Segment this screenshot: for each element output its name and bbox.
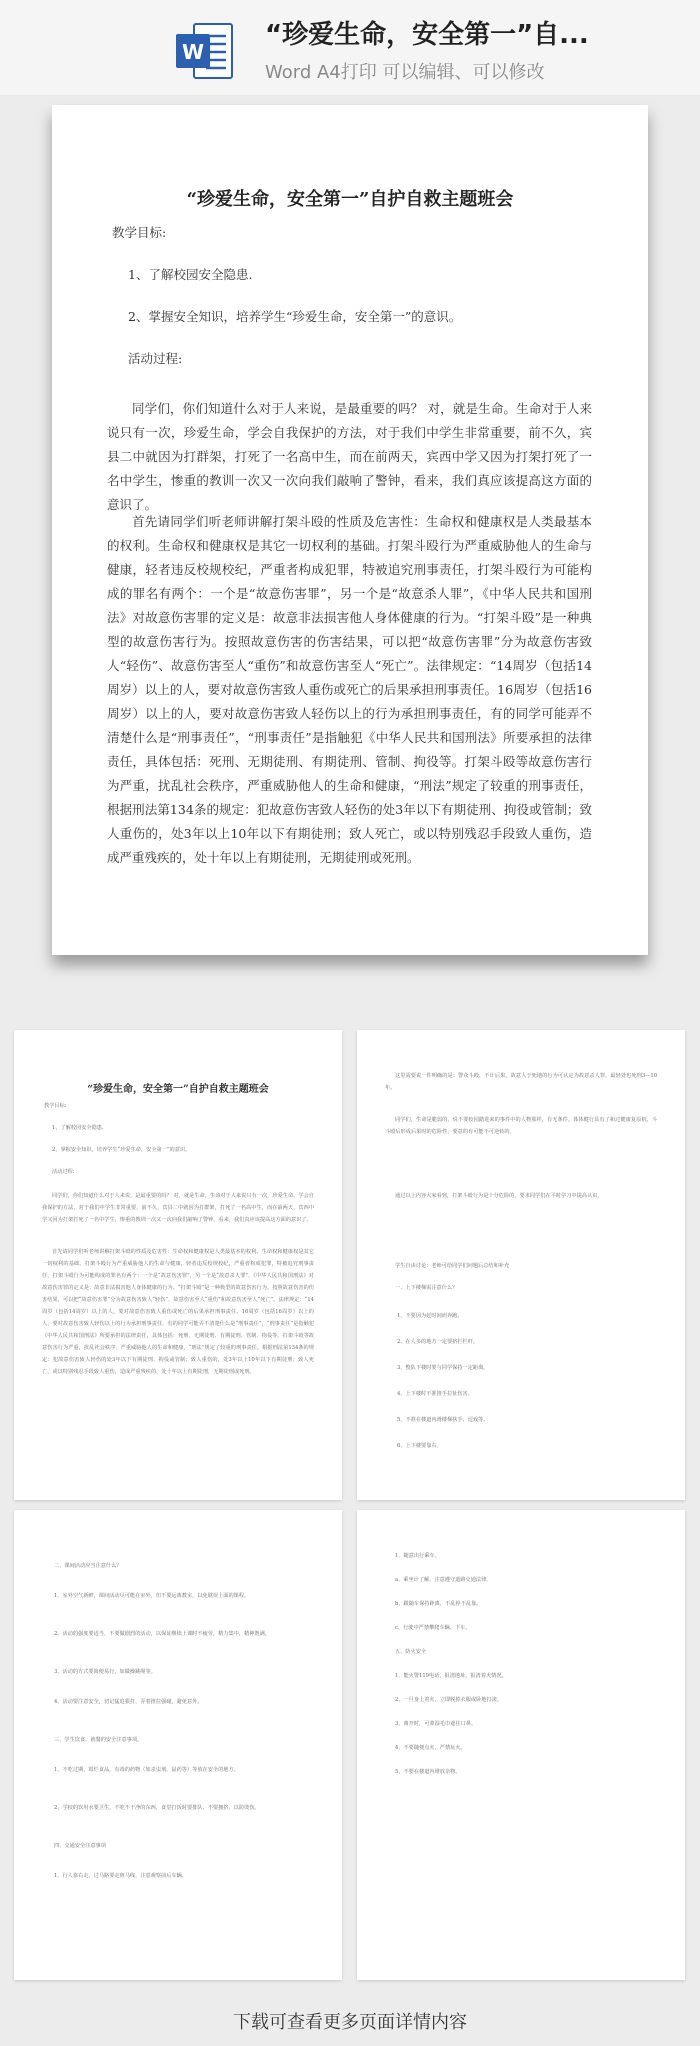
thumb-title: “珍爱生命，安全第一”自护自救主题班会: [87, 1084, 269, 1095]
thumb4-item: 五、防火安全: [395, 1649, 427, 1655]
paragraph-main: 首先请同学们听老师讲解打架斗殴的性质及危害性：生命权和健康权是人类最基本的权利。生命权和健康权是其它一切权利的基础。打架斗殴行为严重威胁他人的生命与健康，轻者违反校规校纪，严重者构成犯罪，特被追究刑事责任，打架斗殴行为可能构成的罪名有两个：一个是“故意伤害罪”，另一个是“故意杀人罪”，《中华人民共和国刑法》对故意伤害罪的定义是：故意非法损害他人身体健康的行为。“打架斗殴”是一种典型的故意伤害行为。按照故意伤害的伤害结果，可以把“故意伤害罪”分为故意伤害致人“轻伤”、故意伤害至人“重伤”和故意伤害至人“死亡”。法律规定：“14周岁（包括14周岁）以上的人，要对故意伤害致人重伤或死亡的后果承担刑事责任。16周岁（包括16周岁）以上的人，要对故意伤害致人轻伤以上的行为承担刑事责任，有的同学可能弄不清楚什么是“刑事责任”，“刑事责任”是指触犯《中华人民共和国刑法》所要承担的法律责任，具体包括：死刑、无期徒刑、有期徒刑、管制、拘役等。打架斗殴等故意伤害行为严重，扰乱社会秩序，严重威胁他人的生命和健康，“刑法”规定了较重的刑事责任，根据刑法第134条的规定：犯故意伤害致人轻伤的处3年以下有期徒刑、拘役或管制；致人重伤的，处3年以上10年以下有期徒刑；致人死亡，或以特别残忍手段致人重伤，造成严重残疾的，处十年以上有期徒刑，无期徒刑或死刑。: [107, 514, 592, 865]
page-thumbnail-4[interactable]: [357, 1510, 685, 1980]
goal-item-1: 1、了解校园安全隐患.: [128, 267, 253, 282]
thumb3-item: 1、行人靠右走，过马路要走斑马线，注意观察前后车辆。: [54, 1873, 187, 1879]
goal-item-2: 2、掌握安全知识，培养学生“珍爱生命，安全第一”的意识。: [128, 309, 462, 324]
svg-text:W: W: [181, 40, 205, 64]
thumb4-item: 2、一旦身上着火，立即脱掉衣服或卧地打滚。: [395, 1697, 503, 1703]
thumb2-question-1: 一、上下楼梯需注意什么？: [395, 1285, 458, 1291]
thumb3-item: 4、活动要注意安全，切记猛追狠打，弄着推拉强碰，避免意外。: [54, 1699, 203, 1705]
thumb4-item: 1、随意出行乘车。: [395, 1553, 440, 1559]
thumb4-item: a、乘坐计了解，注意遵守道路交通法律。: [395, 1577, 492, 1583]
goal-label: 教学目标:: [112, 225, 167, 240]
thumb2-item: 2、在人多的地方一定要挤拦栏杆。: [397, 1339, 479, 1345]
thumb4-item: 5、不要在楼道内堆放杂物。: [395, 1769, 461, 1775]
page-preview-large[interactable]: [52, 105, 648, 955]
thumb3-question-2: 二、课间活动应当注意什么？: [54, 1563, 122, 1569]
thumb4-item: 4、不要随便点火，严禁玩火。: [395, 1745, 466, 1751]
thumb-process-label: 活动过程:: [52, 1169, 75, 1175]
word-document-icon: [172, 18, 238, 84]
document-subtitle: Word A4打印 可以编辑、可以修改: [265, 62, 545, 83]
header-bar: [0, 0, 700, 95]
thumb2-item: 1、不要因为赶时间而奔跑。: [397, 1313, 463, 1319]
thumb4-item: 1、能火警119电话，报清地址，报清着火情况。: [395, 1673, 507, 1679]
download-more-link[interactable]: 下载可查看更多页面详情内容: [233, 2012, 467, 2033]
thumb2-section: 学生自由讨论：老师可给同学们问题后总结和补充: [395, 1263, 510, 1269]
thumb3-item: 2、学校的饮用水要卫生，不吃不干净的东西，食堂打饭时要排队，不要拥挤，以防烫伤。: [54, 1805, 260, 1811]
page-thumbnail-3[interactable]: [14, 1510, 342, 1980]
thumb2-para-3: 通过以上内容大家看到，打架斗殴行为是十分危险的，要求同学们在平时学习中提高认识。: [395, 1193, 603, 1199]
thumb2-item: 3、整队下楼时要与同学保持一定距离。: [397, 1365, 489, 1371]
thumb-goal-1: 1、了解校园安全隐患.: [52, 1125, 104, 1131]
paragraph-intro: 同学们，你们知道什么对于人来说，是最重要的吗？ 对，就是生命。生命对于人来说只有一次，珍爱生命，学会自我保护的方法，对于我们中学生非常重要，前不久，宾县二中就因为打群架，打死了一名高中生，而在前两天，宾西中学又因为打架打死了一名中学生，惨重的教训一次又一次向我们敲响了警钟，看来，我们真应该提高这方面的意识了。: [107, 401, 592, 512]
page-thumbnail-2[interactable]: [357, 1030, 685, 1500]
thumb2-para-1: 这里需要说一件明确的是：警众斗殴，不计后果，故意人于死地的行为可认定为故意杀人罪，最轻处也死刑3—10年。: [385, 1073, 657, 1091]
thumb-goal-2: 2、掌握安全知识，培养学生“珍爱生命，安全第一”的意识。: [52, 1147, 191, 1153]
thumb-para-2: 首先请同学们听老师讲解打架斗殴的性质及危害性：生命权和健康权是人类最基本的权利。生命权和健康权是其它一切权利的基础。打架斗殴行为严重威胁他人的生命与健康，轻者违反校规校纪，严重者构成犯罪，特被追究刑事责任，打架斗殴行为可能构成的罪名有两个：一个是“故意伤害罪”，另一个是“故意杀人罪”，《中华人民共和国刑法》对故意伤害罪的定义是：故意非法损害他人身体健康的行为。“打架斗殴”是一种典型的故意伤害行为。按照故意伤害的伤害结果，可以把“故意伤害罪”分为故意伤害致人“轻伤”、故意伤害至人“重伤”和故意伤害至人“死亡”。法律规定：“14周岁（包括14周岁）以上的人，要对故意伤害致人重伤或死亡的后果承担刑事责任。16周岁（包括16周岁）以上的人，要对故意伤害致人轻伤以上的行为承担刑事责任，有的同学可能弄不清楚什么是“刑事责任”，“刑事责任”是指触犯《中华人民共和国刑法》所要承担的法律责任，具体包括：死刑、无期徒刑、有期徒刑、管制、拘役等。打架斗殴等故意伤害行为严重，扰乱社会秩序，严重威胁他人的生命和健康，“刑法”规定了较重的刑事责任，根据刑法第134条的规定：犯故意伤害致人轻伤的处3年以下有期徒刑、拘役或管制；致人重伤的，处3年以上10年以下有期徒刑；致人死亡，或以特别残忍手段致人重伤，造成严重残疾的，处十年以上有期徒刑，无期徒刑或死刑。: [42, 1249, 314, 1375]
thumb2-para-2: 同学们，生命是脆弱的，说不要校园踏进来的事件中的人物那样，有无条件。体体健行具有了和过健康复原机，斗斗殴后形成后果时的危险性，要意的有可能不可逆转的。: [385, 1117, 657, 1135]
thumb3-item: 3、活动的方式要简便易行，如做操跳绳等。: [54, 1669, 156, 1675]
document-title: “珍爱生命，安全第一”自...: [265, 20, 589, 50]
process-label: 活动过程:: [128, 351, 183, 366]
thumb4-item: c、行驶中严禁攀爬车辆、下车。: [395, 1625, 471, 1631]
thumb4-item: b、跟随车保持距离，不乱停不乱靠。: [395, 1601, 482, 1607]
thumb3-item: 1、室外空气新鲜，课间活动尽可能在室外，但不要远离教室，以免耽误上面的课程。: [54, 1593, 250, 1599]
thumb2-item: 6、上下楼要靠右。: [397, 1443, 442, 1449]
thumb2-item: 4、上下楼时不准推手拉扯伤害。: [397, 1391, 473, 1397]
thumb3-item: 2、活动的强度要适当，不要做剧烈的活动，以保证继续上课时不疲劳，精力集中，精神饱满。: [54, 1631, 270, 1637]
thumb-goal-label: 教学目标:: [44, 1103, 67, 1109]
thumb3-item: 四、交通安全注意事项: [54, 1843, 106, 1849]
thumb4-item: 3、离开时，可蒙湿毛巾遮住口鼻。: [395, 1721, 477, 1727]
doc-title: “珍爱生命，安全第一”自护自救主题班会: [186, 189, 514, 210]
thumb-para-1: 同学们，你们知道什么对于人来说，是最重要的吗？ 对，就是生命。生命对于人来说只有一次，珍爱生命，学会自我保护的方法，对于我们中学生非常重要，前不久，宾县二中就因为打群架，打死了一名高中生，而在前两天，宾西中学又因为打架打死了一名中学生，惨重的教训一次又一次向我们敲响了警钟，看来，我们真应该提高这方面的意识了。: [42, 1193, 314, 1223]
page-thumbnail-1[interactable]: [14, 1030, 342, 1500]
thumb3-item: 三、学生饮食、就餐的安全注意事项。: [54, 1737, 143, 1743]
thumb3-item: 1、不吃过期、霉烂食品，有毒的药物（如杀虫剂、鼠药等）等放在安全的地方。: [54, 1767, 239, 1773]
thumb2-item: 5、不准在楼道内滑楼梯扶手、逗戏等。: [397, 1417, 489, 1423]
